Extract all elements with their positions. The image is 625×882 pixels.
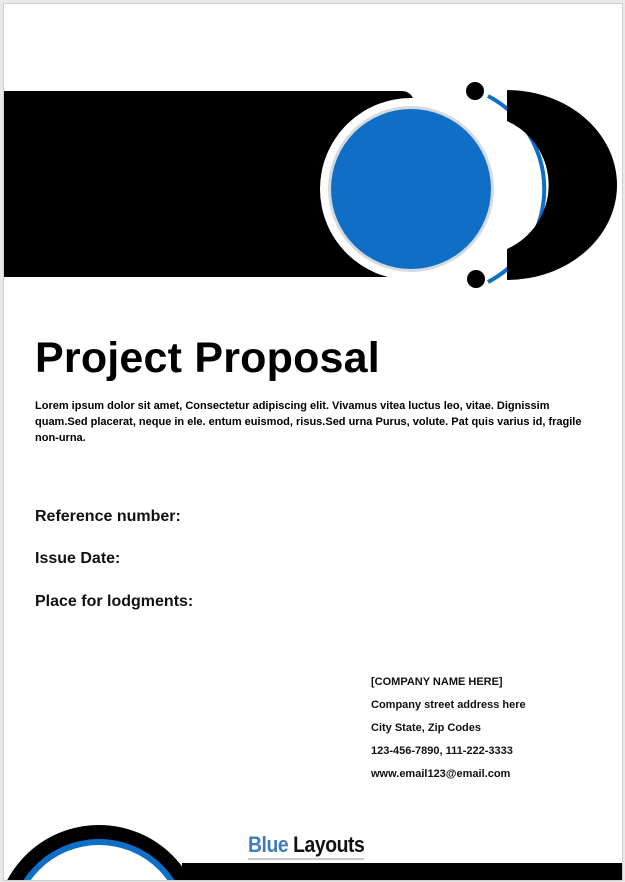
header-dot-top: [466, 82, 484, 100]
brand-word-layouts: Layouts: [293, 832, 365, 857]
footer-black-bar: [182, 863, 622, 880]
brand-word-blue: Blue: [248, 832, 289, 857]
document-page: [3, 3, 623, 881]
company-street: Company street address here: [371, 699, 526, 711]
header-dot-bottom: [467, 270, 485, 288]
header-graphic: [4, 4, 622, 304]
page-title: Project Proposal: [35, 334, 380, 382]
issue-date-label: Issue Date:: [35, 550, 121, 567]
footer-black-ring: [4, 825, 203, 880]
company-info-block: [371, 671, 526, 786]
header-blue-disc: [331, 109, 491, 269]
intro-paragraph: Lorem ipsum dolor sit amet, Consectetur adipiscing elit. Vivamus vitea luctus leo, vitae. Dignissim quam.Sed placerat, neque in ele. entum euismod, risus.Sed urna Purus, volute. Pat quis varius id, fragile non-urna.: [35, 400, 582, 444]
reference-number-label: Reference number:: [35, 508, 181, 525]
company-phone: 123-456-7890, 111-222-3333: [371, 745, 513, 757]
company-city: City State, Zip Codes: [371, 722, 482, 734]
company-name: [COMPANY NAME HERE]: [371, 676, 503, 688]
brand-logo: [248, 832, 364, 860]
footer-blue-ring: [9, 839, 189, 880]
lodgment-place-label: Place for lodgments:: [35, 593, 194, 610]
footer-white-core: [15, 845, 183, 880]
company-email: www.email123@email.com: [371, 768, 511, 780]
